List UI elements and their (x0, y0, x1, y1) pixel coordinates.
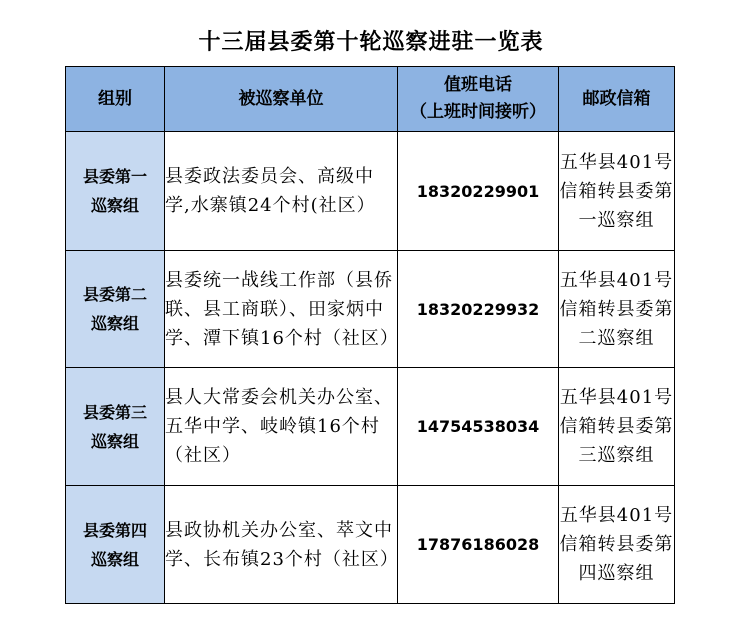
table-header-row (66, 67, 675, 132)
mailbox-cell: 五华县401号信箱转县委第四巡察组 (559, 486, 675, 604)
phone-cell: 14754538034 (398, 368, 559, 486)
group-name-line1: 县委第二 (82, 285, 147, 304)
inspection-roster-table (65, 66, 675, 604)
group-name-line2: 巡察组 (90, 196, 139, 215)
header-group: 组别 (66, 67, 165, 132)
group-name-line1: 县委第三 (82, 402, 147, 422)
group-cell (66, 486, 165, 604)
group-cell (66, 368, 165, 486)
unit-cell: 县委统一战线工作部（县侨联、县工商联）、田家炳中学、潭下镇16个村（社区） (165, 251, 398, 368)
group-name-line2: 巡察组 (90, 431, 139, 451)
group-name-line1: 县委第一 (82, 167, 147, 186)
group-name-line2: 巡察组 (90, 314, 139, 333)
header-unit: 被巡察单位 (165, 67, 398, 132)
header-phone-line2: （上班时间接听） (410, 102, 546, 122)
unit-cell: 县政协机关办公室、萃文中学、长布镇23个村（社区） (165, 486, 398, 604)
group-cell (66, 132, 165, 251)
table-row (66, 486, 675, 604)
document-title: 十三届县委第十轮巡察进驻一览表 (198, 30, 544, 55)
mailbox-cell: 五华县401号信箱转县委第二巡察组 (559, 251, 675, 368)
phone-cell: 18320229932 (398, 251, 559, 368)
unit-cell: 县委政法委员会、高级中学,水寨镇24个村(社区） (165, 132, 398, 251)
mailbox-cell: 五华县401号信箱转县委第一巡察组 (559, 132, 675, 251)
unit-cell: 县人大常委会机关办公室、五华中学、岐岭镇16个村（社区） (165, 368, 398, 486)
header-phone (398, 67, 559, 132)
header-phone-line1: 值班电话 (444, 75, 512, 95)
table-row (66, 251, 675, 368)
header-mailbox: 邮政信箱 (559, 67, 675, 132)
table-row (66, 368, 675, 486)
group-name-line1: 县委第四 (82, 520, 147, 540)
group-name-line2: 巡察组 (90, 549, 139, 569)
phone-cell: 17876186028 (398, 486, 559, 604)
mailbox-cell: 五华县401号信箱转县委第三巡察组 (559, 368, 675, 486)
phone-cell: 18320229901 (398, 132, 559, 251)
table-row (66, 132, 675, 251)
group-cell (66, 251, 165, 368)
